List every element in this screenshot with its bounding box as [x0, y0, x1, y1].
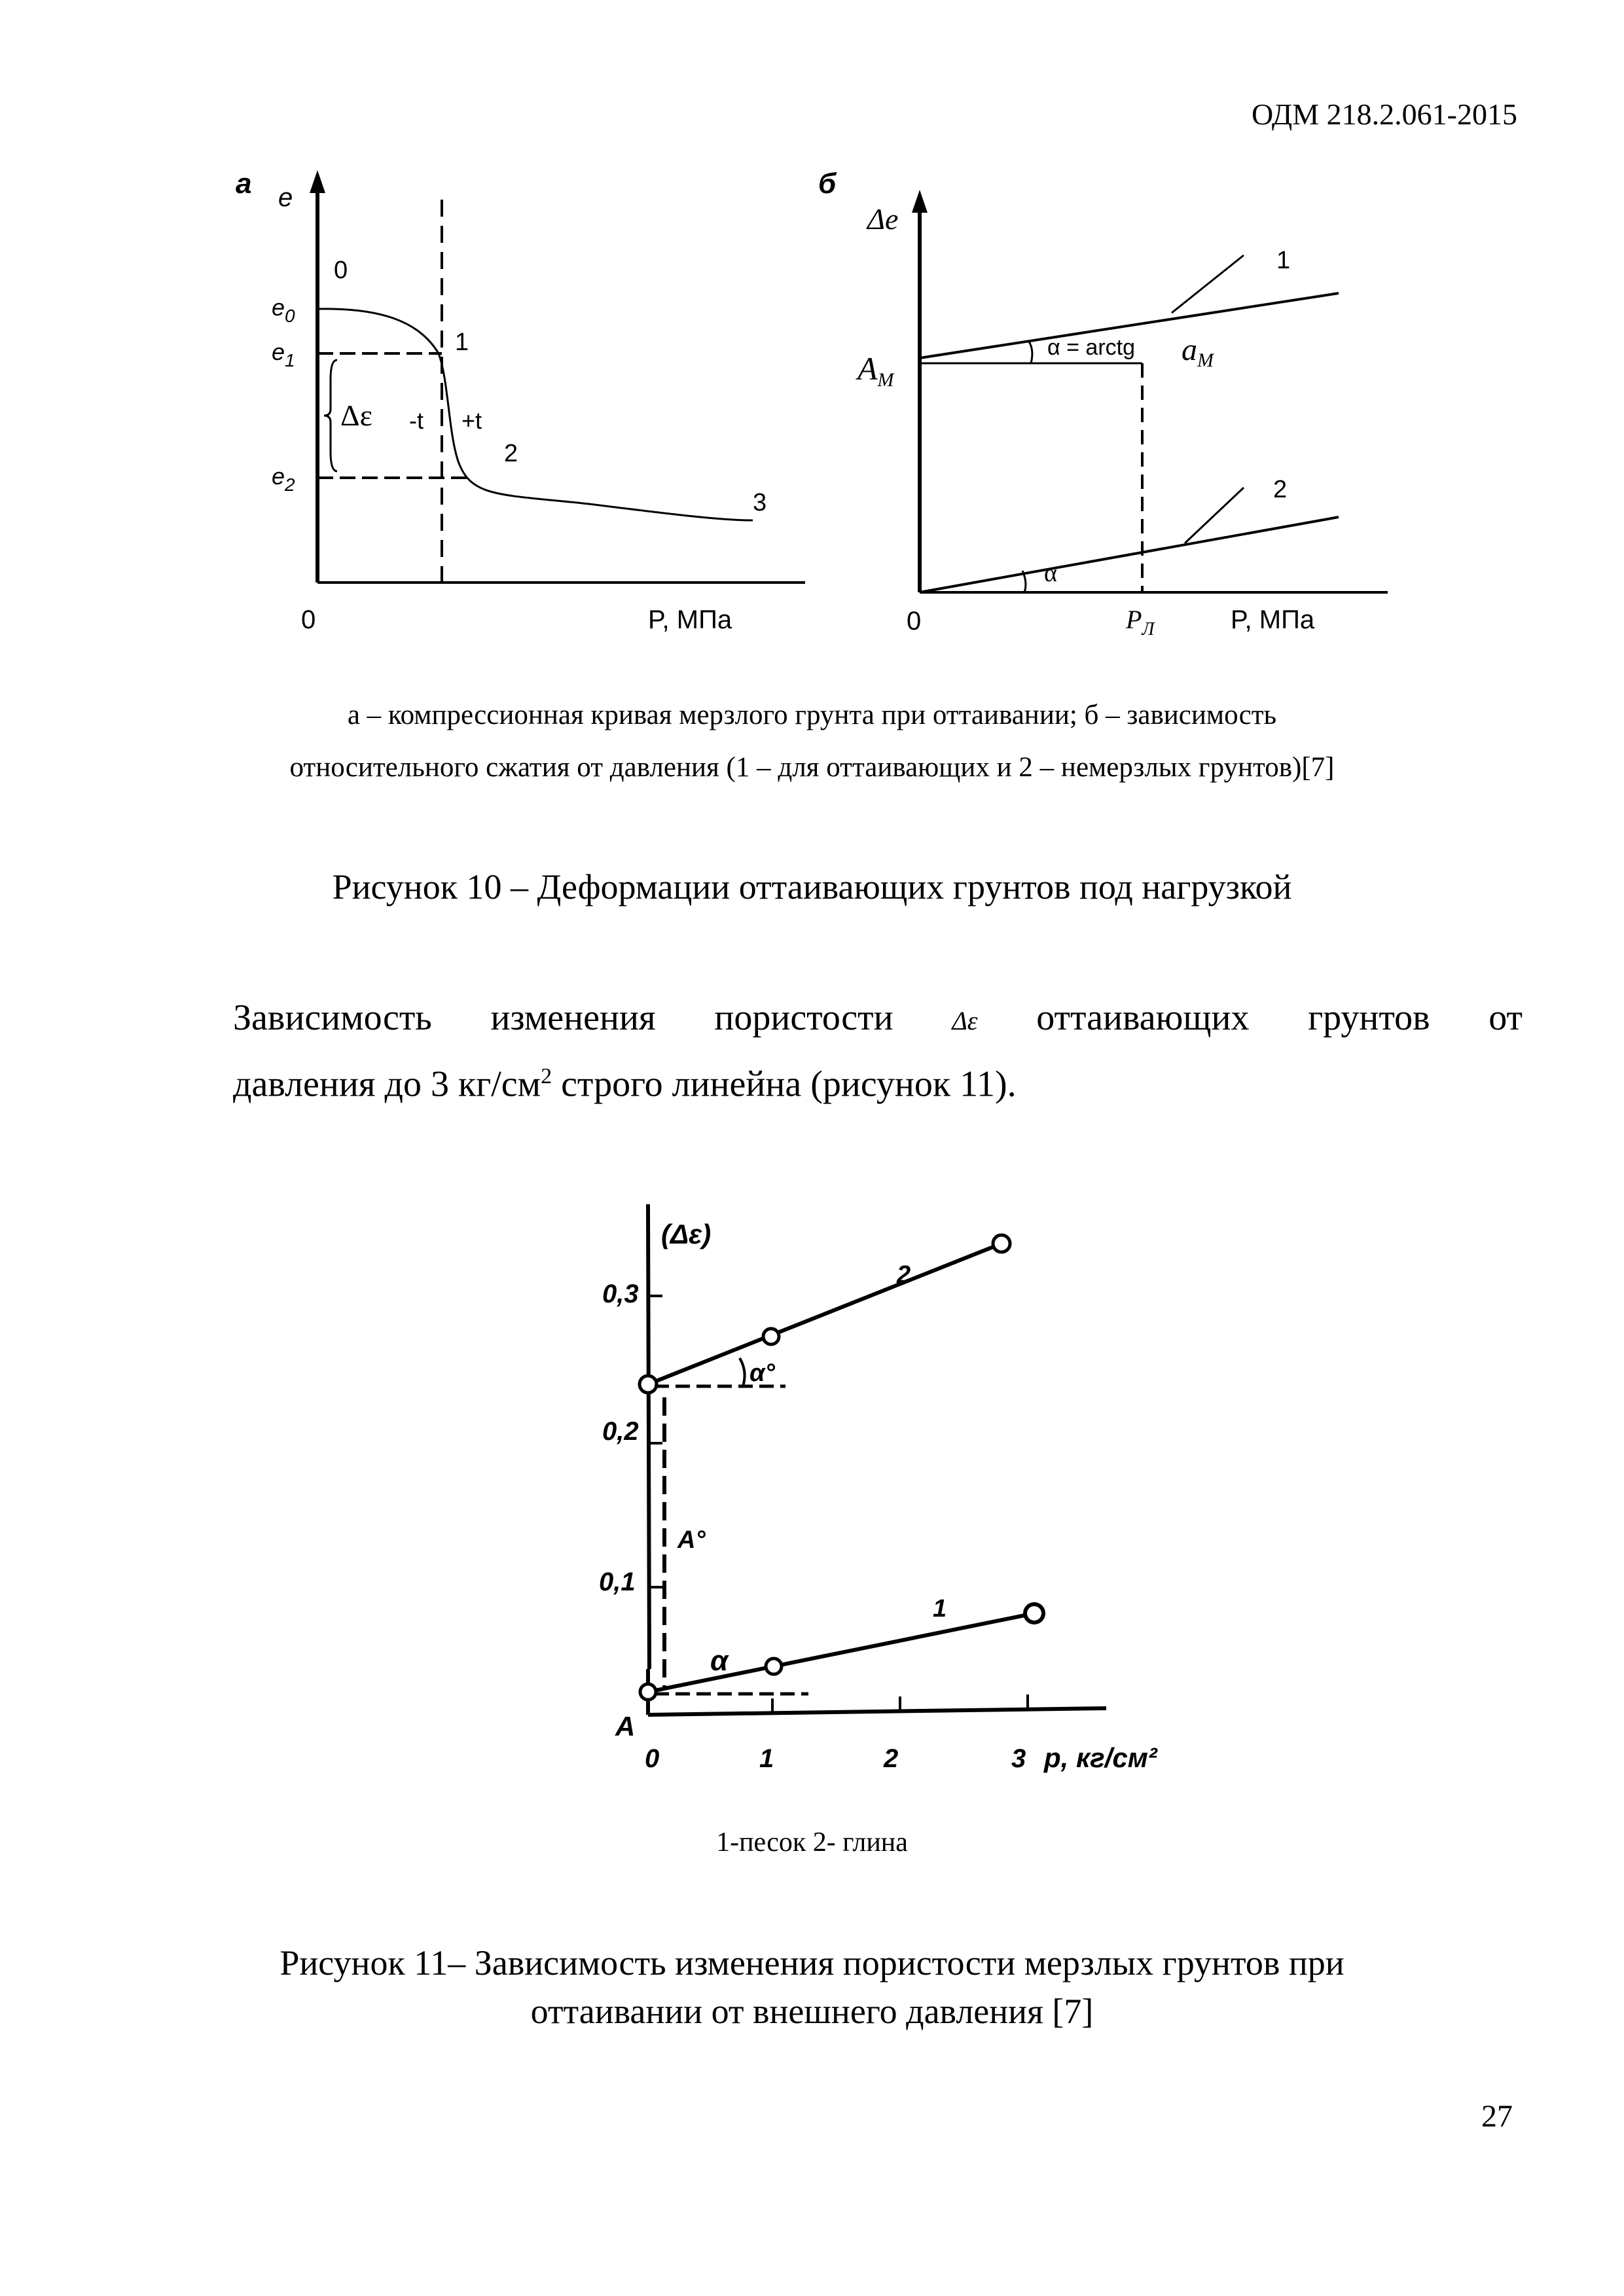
y-axis-label: (Δε)	[661, 1219, 712, 1249]
x-axis-label: P, МПа	[1231, 605, 1315, 634]
line-2-label: 2	[897, 1261, 911, 1289]
line-2	[920, 517, 1339, 592]
x-axis-label: p, кг/см²	[1044, 1742, 1157, 1773]
alpha-arc-1	[1029, 342, 1032, 363]
alpha-formula: α = arctg	[1047, 335, 1135, 360]
y-tick-0.1: 0,1	[599, 1568, 636, 1596]
origin-a-label: A	[615, 1711, 636, 1742]
line-2-alpha-arc	[740, 1358, 745, 1386]
am-label: $A_M$	[857, 350, 894, 391]
curve-point-2: 2	[504, 440, 518, 467]
line-1-end-point	[1025, 1604, 1043, 1623]
delta-brace	[324, 360, 337, 471]
pl-label: $P_Л$	[1126, 605, 1155, 639]
y-axis-arrow	[310, 170, 325, 193]
x-tick-3: 3	[1011, 1744, 1026, 1773]
figure10-panel-b	[812, 164, 1401, 661]
x-tick-1: 1	[759, 1744, 774, 1773]
figure10-caption-line1: а – компрессионная кривая мерзлого грунта при оттаивании; б – зависимость	[347, 700, 1277, 730]
figure11-title-line1: Рисунок 11– Зависимость изменения пористости мерзлых грунтов при	[280, 1943, 1344, 1982]
line-2-start-point	[640, 1376, 657, 1393]
delta-e-axis-label: Δe	[867, 202, 899, 236]
origin-label: 0	[301, 605, 316, 634]
paragraph-line1: Зависимость изменения пористости Δε оттаивающих грунтов от	[233, 997, 1523, 1038]
line-1-label: 1	[1276, 247, 1291, 274]
figure10-caption-line2: относительного сжатия от давления (1 – для оттаивающих и 2 – немерзлых грунтов)[7]	[289, 752, 1335, 783]
a-degree-label: A°	[677, 1526, 706, 1554]
document-code: ОДМ 218.2.061-2015	[1251, 98, 1517, 131]
alpha-label: α	[1044, 560, 1057, 587]
delta-epsilon-label: Δε	[340, 399, 372, 432]
figure10-title: Рисунок 10 – Деформации оттаивающих грунтов под нагрузкой	[332, 867, 1292, 906]
x-axis	[648, 1708, 1106, 1715]
y-tick-0.2: 0,2	[602, 1417, 639, 1446]
y-axis-label: e	[278, 183, 293, 212]
minus-t-label: -t	[409, 407, 424, 434]
panel-b-label: б	[818, 168, 837, 200]
figure11-chart	[576, 1191, 1270, 1800]
e1-tick: $e_1$	[272, 338, 295, 370]
y-tick-0.3: 0,3	[602, 1280, 639, 1308]
plus-t-label: +t	[461, 407, 482, 434]
am-small: $a_M$	[1182, 332, 1214, 371]
line-1-alpha-label: α	[710, 1645, 729, 1677]
compression-curve	[317, 309, 753, 520]
line-1-label: 1	[933, 1595, 947, 1623]
figure11-title-line2: оттаивании от внешнего давления [7]	[530, 1992, 1094, 2031]
line-2-end-point	[993, 1235, 1010, 1252]
curve-point-3: 3	[753, 489, 767, 516]
line-1-branch	[1172, 255, 1244, 313]
curve-point-0: 0	[334, 257, 348, 284]
page-number: 27	[1481, 2099, 1513, 2134]
line-2-label: 2	[1273, 476, 1288, 503]
line-1-mid-point	[766, 1659, 782, 1674]
y-axis	[648, 1204, 649, 1669]
figure10-panel-a	[223, 164, 812, 661]
origin-label: 0	[907, 607, 922, 636]
curve-point-1: 1	[455, 329, 469, 356]
paragraph-line2: давления до 3 $кг/см^2$ строго линейна (рисунок 11).	[233, 1064, 1017, 1105]
e0-tick: $e_0$	[272, 294, 295, 326]
y-axis-arrow	[912, 190, 928, 213]
figure11-legend: 1-песок 2- глина	[716, 1827, 908, 1857]
line-1-start-point	[640, 1684, 656, 1700]
line-1-sand	[648, 1613, 1034, 1692]
panel-a-label: а	[236, 168, 252, 200]
line-2-alpha-label: α°	[749, 1359, 775, 1387]
e2-tick: $e_2$	[272, 463, 295, 495]
line-2-clay	[648, 1244, 1001, 1384]
x-axis-label: P, МПа	[648, 605, 732, 634]
line-2-mid-point	[763, 1329, 779, 1344]
x-tick-2: 2	[884, 1744, 899, 1773]
x-tick-0: 0	[645, 1744, 660, 1773]
